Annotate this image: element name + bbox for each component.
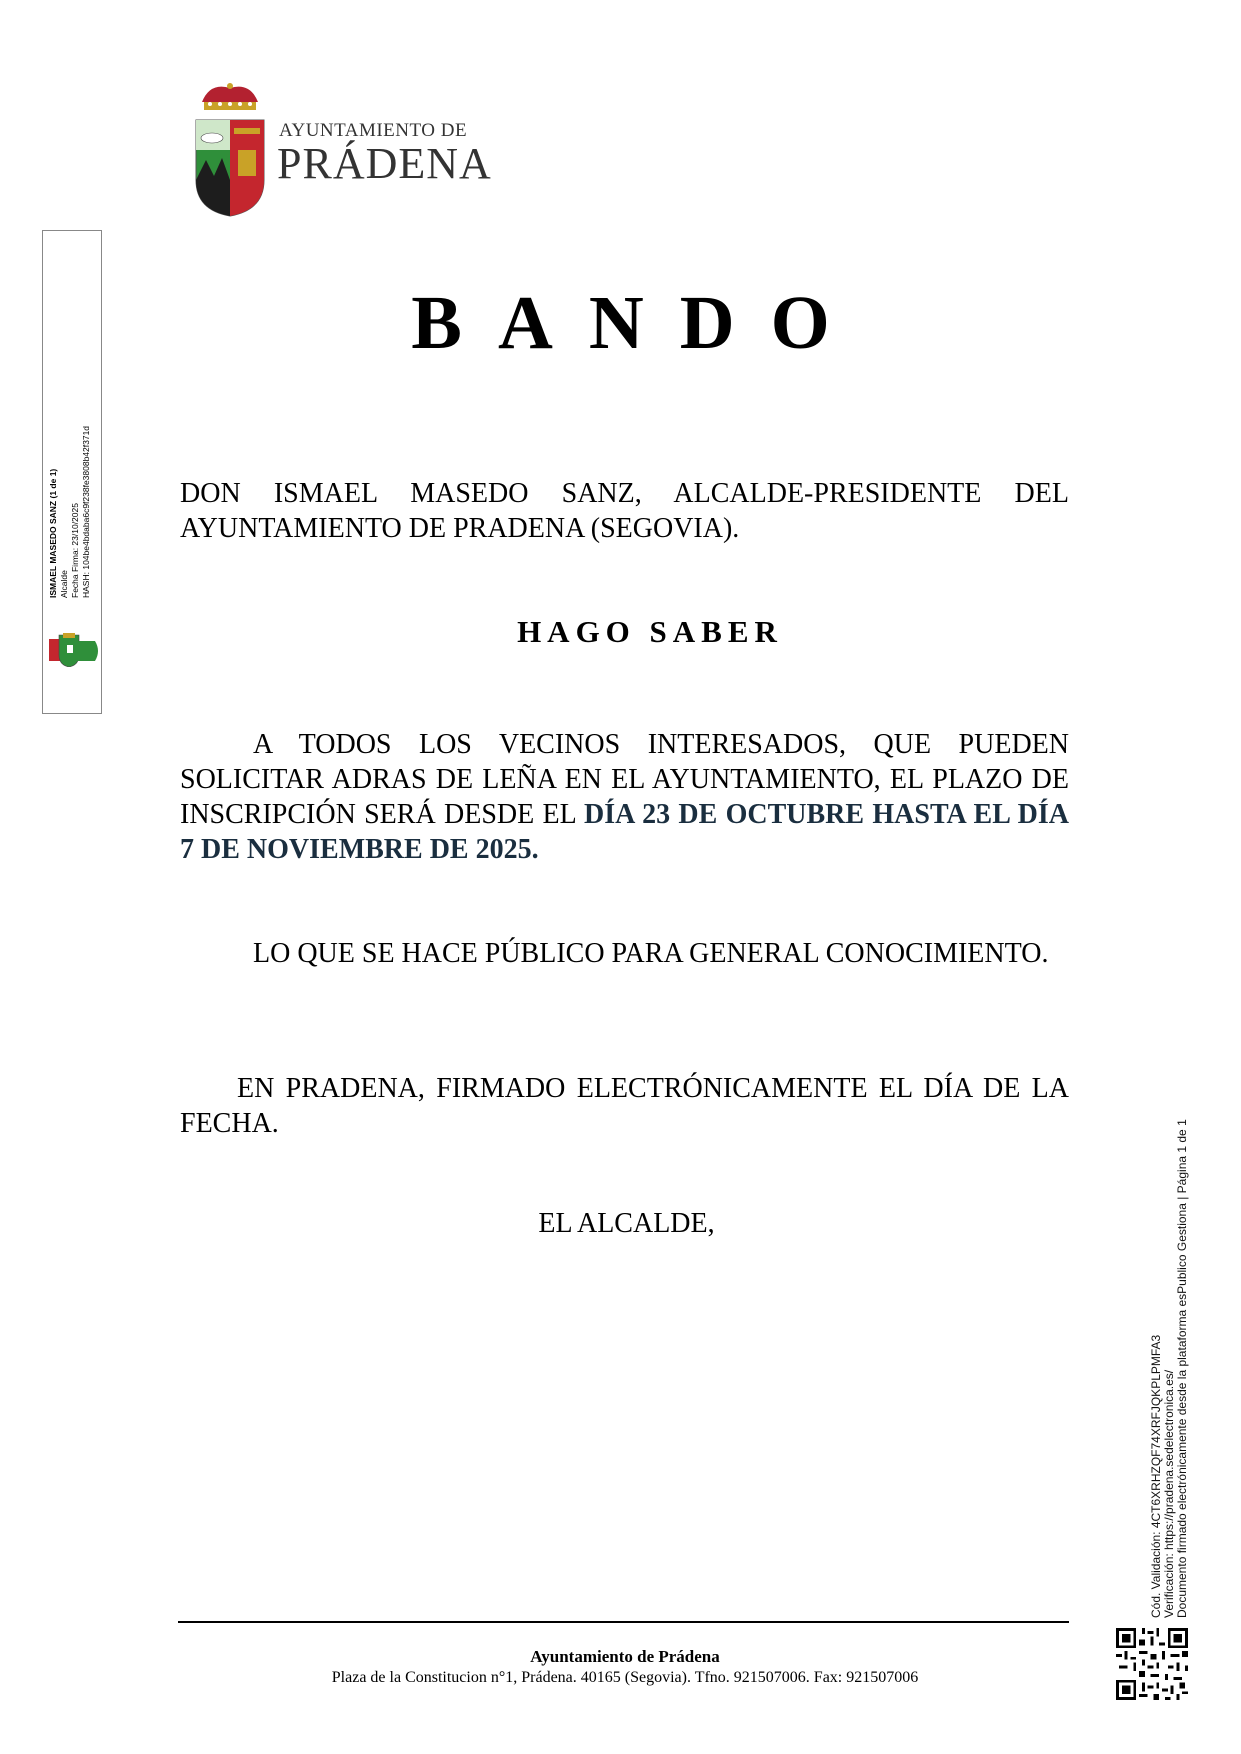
intro-paragraph: DON ISMAEL MASEDO SANZ, ALCALDE-PRESIDENTE DEL AYUNTAMIENTO DE PRADENA (SEGOVIA). bbox=[180, 478, 1069, 544]
signature-details bbox=[48, 426, 92, 598]
footer-address: Plaza de la Constitucion n°1, Prádena. 40165 (Segovia). Tfno. 921507006. Fax: 921507006 bbox=[331, 1669, 919, 1686]
verification-url: Verificación: https://pradena.sedelectronica.es/ bbox=[1162, 1369, 1176, 1618]
verification-details bbox=[1150, 1119, 1189, 1618]
qr-code-icon bbox=[1116, 1628, 1188, 1700]
footer-divider bbox=[178, 1621, 1069, 1623]
deadline-highlight: DÍA 23 DE OCTUBRE HASTA EL DÍA 7 DE NOVIEMBRE DE 2025. bbox=[180, 799, 1069, 865]
logo-title-line2: PRÁDENA bbox=[277, 139, 492, 188]
hago-saber-heading: HAGO SABER bbox=[517, 614, 783, 649]
signer-name: ISMAEL MASEDO SANZ (1 de 1) bbox=[48, 468, 58, 598]
signer-title: EL ALCALDE, bbox=[538, 1208, 715, 1239]
logo-title-line1: AYUNTAMIENTO DE bbox=[279, 120, 468, 141]
validation-code: Cód. Validación: 4CT6XRHZQF74XRFJQKPLPMFA3 bbox=[1149, 1334, 1163, 1618]
public-notice-paragraph: LO QUE SE HACE PÚBLICO PARA GENERAL CONOCIMIENTO. bbox=[253, 938, 1049, 969]
municipal-logo bbox=[190, 80, 490, 220]
footer-organization: Ayuntamiento de Prádena bbox=[530, 1647, 720, 1666]
document-title bbox=[0, 280, 1241, 367]
body-paragraph bbox=[180, 727, 1069, 867]
signature-date: Fecha Firma: 23/10/2025 bbox=[70, 503, 80, 598]
signer-role: Alcalde bbox=[59, 570, 69, 598]
body-lead-text: A TODOS LOS VECINOS INTERESADOS, QUE PUEDEN SOLICITAR ADRAS DE LEÑA EN EL AYUNTAMIENTO, EL PLAZO DE INSCRIPCIÓN SERÁ DESDE EL bbox=[180, 729, 1069, 830]
coat-of-arms-icon bbox=[190, 80, 270, 220]
signed-place-paragraph: EN PRADENA, FIRMADO ELECTRÓNICAMENTE EL DÍA DE LA FECHA. bbox=[180, 1073, 1069, 1139]
signature-platform-note: Documento firmado electrónicamente desde la plataforma esPublico Gestiona | Página 1 de 1 bbox=[1175, 1119, 1189, 1618]
signature-hash: HASH: 104be4bdaba6c9f238fe3808b42f371d bbox=[81, 425, 91, 598]
title-text: BANDO bbox=[411, 281, 866, 365]
